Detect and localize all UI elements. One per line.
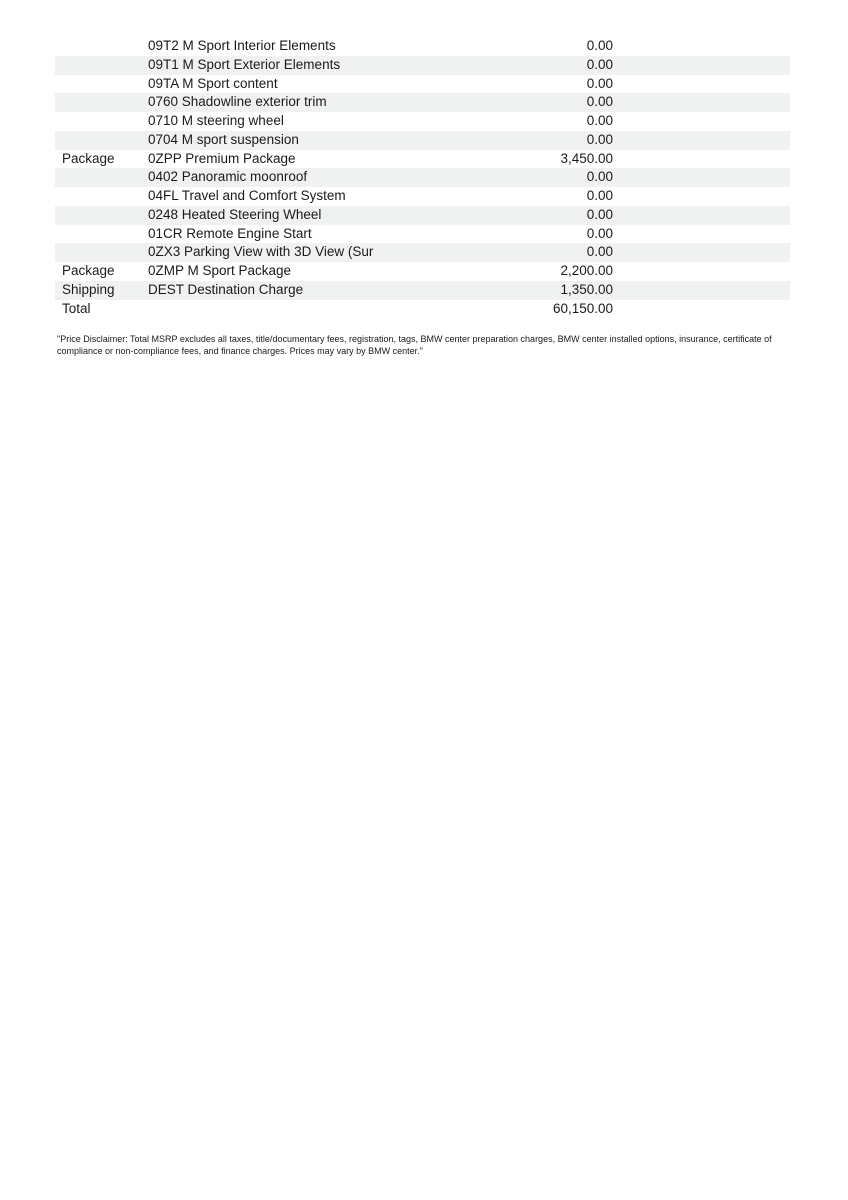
table-row — [55, 187, 790, 206]
price-cell: 1,350.00 — [560, 281, 613, 297]
disclaimer-line-1: "Price Disclaimer: Total MSRP excludes all taxes, title/documentary fees, registration, tags, BMW center preparation charges, BMW center installed options, insurance, certificate of — [57, 334, 772, 344]
price-cell: 0.00 — [586, 113, 613, 128]
table-row — [55, 93, 790, 112]
category-cell: Total — [62, 300, 91, 316]
price-cell: 0.00 — [586, 56, 613, 72]
price-cell: 0.00 — [586, 38, 613, 53]
price-cell: 0.00 — [586, 94, 613, 110]
vehicle-price-table — [55, 37, 790, 318]
table-row — [55, 300, 790, 319]
price-cell: 0.00 — [586, 131, 613, 147]
price-cell: 0.00 — [586, 75, 613, 91]
price-cell: 60,150.00 — [552, 300, 613, 316]
table-row — [55, 56, 790, 75]
disclaimer-line-2: compliance or non-compliance fees, and finance charges. Prices may vary by BMW center." — [57, 346, 423, 356]
item-cell: 0704 M sport suspension — [148, 131, 299, 147]
item-cell: 09T2 M Sport Interior Elements — [148, 38, 336, 53]
item-cell: 0ZPP Premium Package — [148, 150, 296, 166]
item-cell: 0760 Shadowline exterior trim — [148, 94, 327, 110]
price-cell: 0.00 — [586, 244, 613, 260]
table-row — [55, 131, 790, 150]
item-cell: 09T1 M Sport Exterior Elements — [148, 56, 341, 72]
price-cell: 0.00 — [586, 206, 613, 222]
item-cell: 0ZX3 Parking View with 3D View (Sur — [148, 244, 374, 260]
item-cell: 0248 Heated Steering Wheel — [148, 206, 322, 222]
category-cell: Package — [62, 263, 115, 278]
table-row — [55, 225, 790, 244]
item-cell: 0ZMP M Sport Package — [148, 263, 292, 278]
table-row — [55, 281, 790, 300]
price-cell: 0.00 — [586, 188, 613, 203]
category-cell: Shipping — [62, 281, 115, 297]
table-row — [55, 206, 790, 225]
price-cell: 2,200.00 — [560, 263, 613, 278]
price-cell: 3,450.00 — [560, 150, 613, 166]
table-row — [55, 37, 790, 56]
price-disclaimer — [57, 333, 797, 357]
item-cell: 09TA M Sport content — [148, 75, 278, 91]
table-row — [55, 112, 790, 131]
item-cell: DEST Destination Charge — [148, 281, 304, 297]
item-cell: 04FL Travel and Comfort System — [148, 188, 346, 203]
item-cell: 0710 M steering wheel — [148, 113, 284, 128]
item-cell: 01CR Remote Engine Start — [148, 225, 312, 241]
item-cell: 0402 Panoramic moonroof — [148, 169, 308, 185]
table-row — [55, 168, 790, 187]
table-row — [55, 75, 790, 94]
price-cell: 0.00 — [586, 169, 613, 185]
table-row — [55, 243, 790, 262]
category-cell: Package — [62, 150, 115, 166]
table-row — [55, 262, 790, 281]
price-cell: 0.00 — [586, 225, 613, 241]
table-row — [55, 150, 790, 169]
